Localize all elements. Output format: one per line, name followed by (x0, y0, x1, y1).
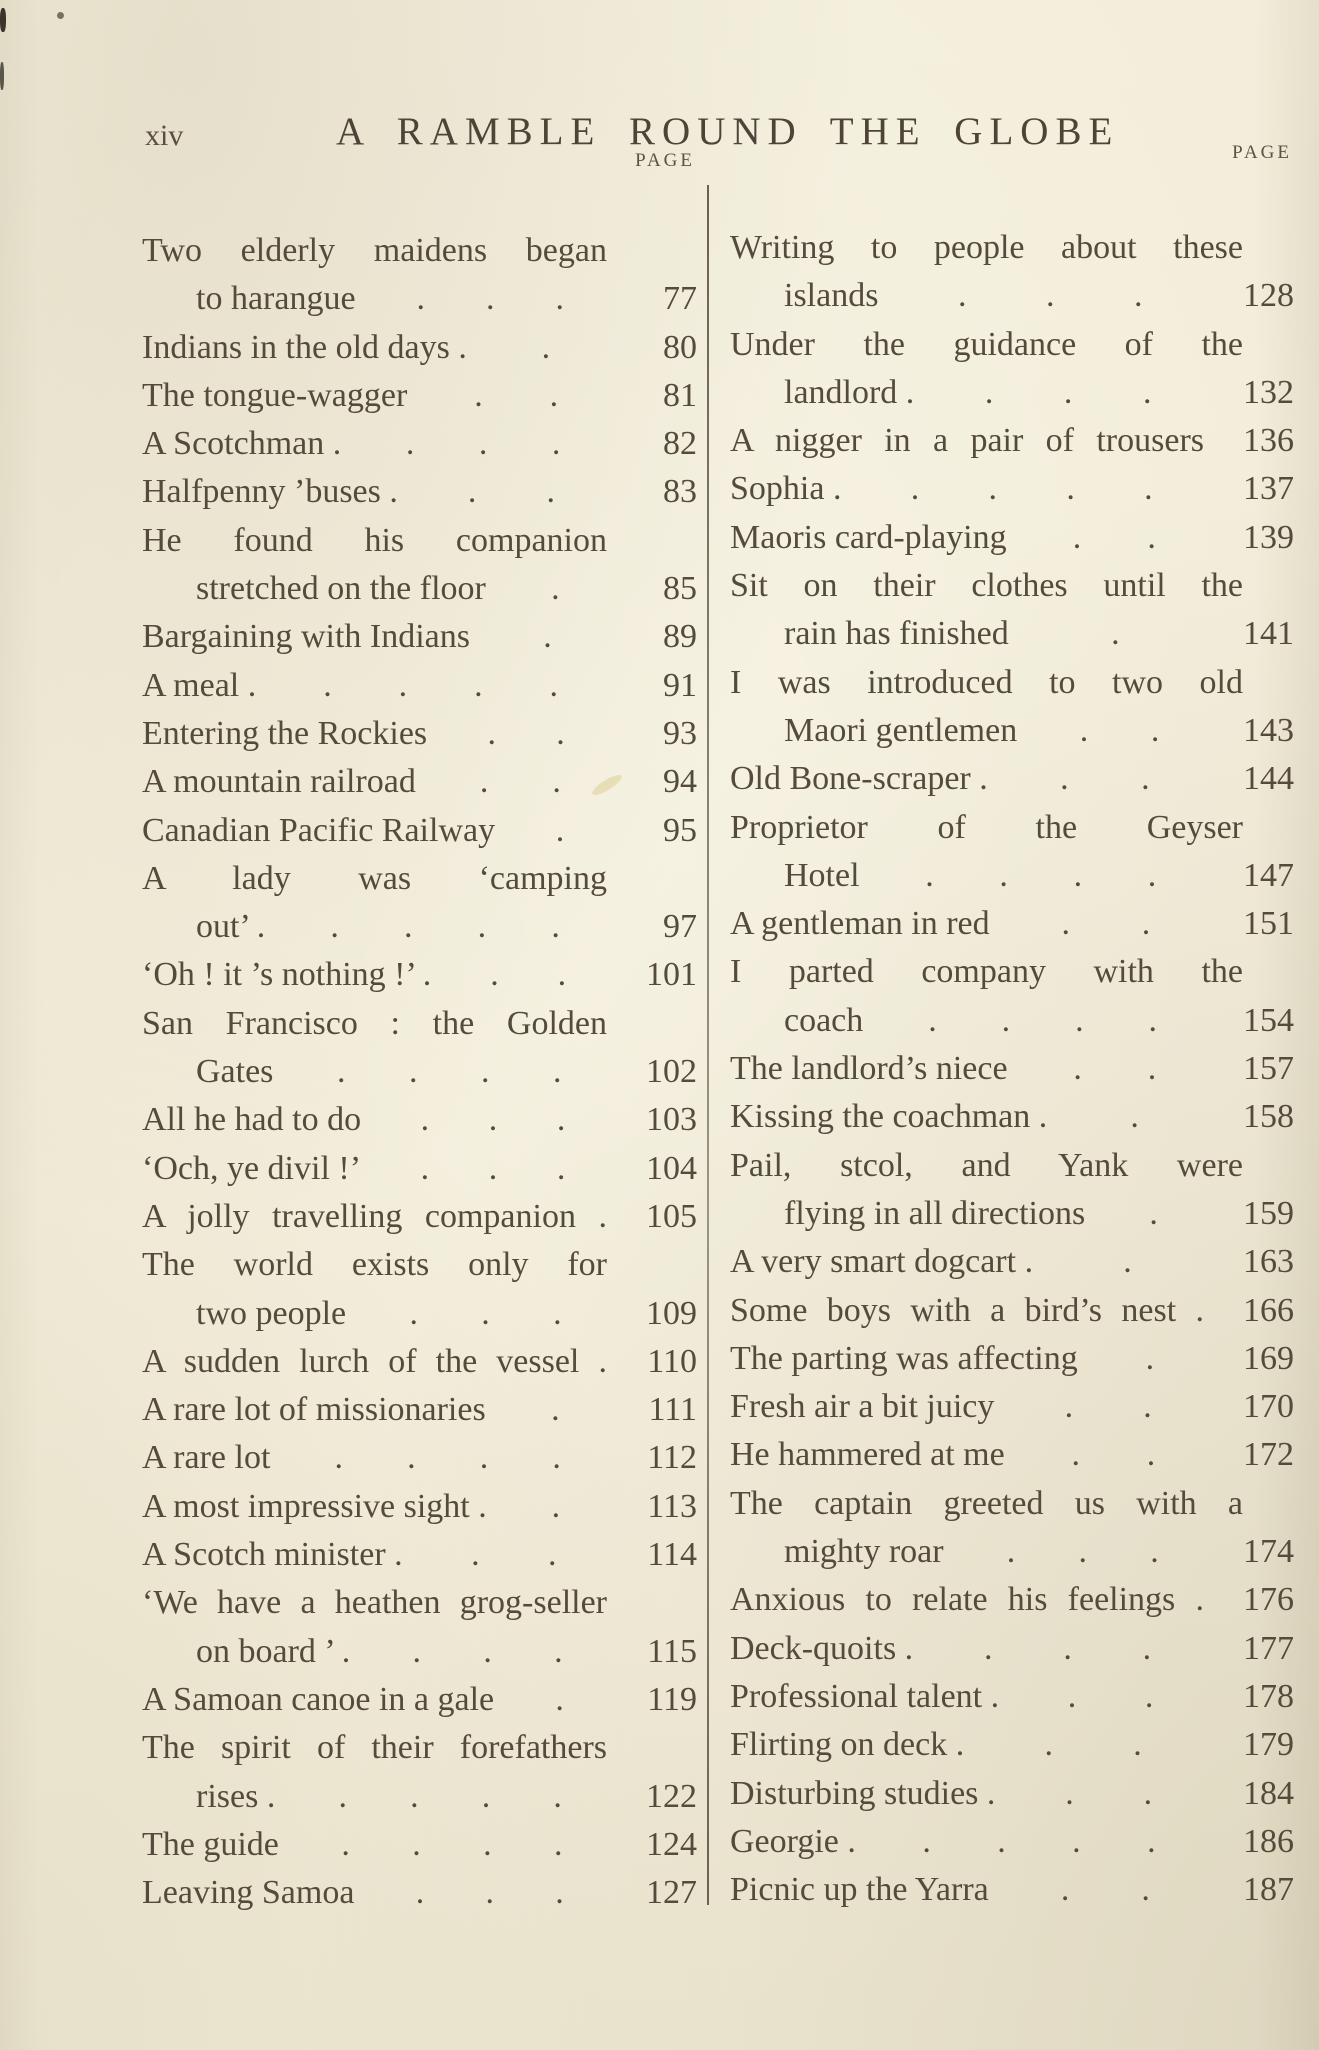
dot-leader: . . . (1006, 1533, 1159, 1571)
entry-title: I parted company with the (730, 953, 1243, 991)
page-title: A RAMBLE ROUND THE GLOBE (336, 110, 1120, 153)
entry-page-number: 119 (647, 1680, 697, 1718)
entry-page-number: 174 (1243, 1533, 1294, 1571)
entry-page-number: 105 (646, 1197, 697, 1235)
entry-title: A jolly travelling companion . (142, 1197, 607, 1235)
entry-title: Old Bone-scraper . (730, 760, 988, 798)
entry-page-number: 102 (646, 1053, 697, 1091)
dot-leader: . (1111, 615, 1120, 653)
entry-title: Pail, stcol, and Yank were (730, 1146, 1243, 1184)
toc-entry (142, 855, 697, 903)
toc-entry (142, 1821, 697, 1869)
entry-title: Disturbing studies . (730, 1774, 996, 1812)
toc-entry (730, 1818, 1294, 1866)
entry-page-number: 166 (1243, 1291, 1294, 1329)
entry-title: ‘Och, ye divil !’ (142, 1149, 362, 1187)
entry-title: A Scotchman . (142, 425, 342, 463)
toc-entry (142, 1628, 697, 1676)
dot-leader: . . . . (338, 1777, 562, 1815)
entry-page-number: 158 (1243, 1098, 1294, 1136)
toc-entry (142, 1869, 697, 1917)
entry-title: stretched on the floor (196, 570, 486, 608)
entry-page-number: 101 (646, 956, 697, 994)
entry-title: A mountain railroad (142, 763, 416, 801)
toc-entry (730, 224, 1294, 272)
dot-leader: . . . (416, 280, 564, 318)
dot-leader: . . . . (925, 856, 1157, 894)
dot-leader: . (1149, 1194, 1158, 1232)
dot-leader: . (555, 811, 565, 849)
entry-title: A nigger in a pair of trousers (730, 422, 1204, 460)
dot-leader: . . . (984, 1629, 1152, 1667)
toc-entry (142, 1193, 697, 1241)
entry-page-number: 122 (646, 1777, 697, 1815)
dot-leader: . . . (984, 373, 1152, 411)
entry-page-number: 128 (1243, 277, 1294, 315)
entry-title: Sophia . (730, 470, 842, 508)
toc-column-left (142, 0, 697, 2050)
entry-page-number: 143 (1243, 711, 1294, 749)
dot-leader: . . . (412, 1632, 563, 1670)
entry-page-number: 82 (663, 425, 697, 463)
column-header-page-left: PAGE (635, 150, 695, 171)
entry-title: He found his companion (142, 521, 607, 559)
dot-leader: . (1130, 1098, 1139, 1136)
dot-leader: . . (1065, 1774, 1153, 1812)
entry-title: The guide (142, 1825, 279, 1863)
entry-title: A meal . (142, 666, 257, 704)
toc-entry (142, 1724, 697, 1772)
entry-page-number: 132 (1243, 373, 1294, 411)
entry-title: A rare lot of missionaries (142, 1391, 486, 1429)
toc-entry (730, 1383, 1294, 1431)
entry-title: Canadian Pacific Railway (142, 811, 496, 849)
toc-entry (730, 1045, 1294, 1093)
toc-entry (730, 1335, 1294, 1383)
toc-entry (142, 1483, 697, 1531)
entry-title: Proprietor of the Geyser (730, 808, 1243, 846)
entry-page-number: 95 (663, 811, 697, 849)
dot-leader: . . (1044, 1726, 1142, 1764)
dot-leader: . . (1072, 518, 1156, 556)
toc-entry (730, 562, 1294, 610)
toc-entry (730, 900, 1294, 948)
entry-page-number: 81 (663, 376, 697, 414)
dot-leader: . . . (420, 1101, 566, 1139)
column-divider-rule (707, 185, 709, 1905)
toc-entry (730, 1721, 1294, 1769)
toc-entry (730, 1190, 1294, 1238)
entry-title: I was introduced to two old (730, 663, 1243, 701)
entry-page-number: 112 (647, 1439, 697, 1477)
toc-entry (142, 1386, 697, 1434)
dot-leader: . . . . (928, 1001, 1158, 1039)
entry-title: The tongue-wagger (142, 376, 408, 414)
entry-page-number: 77 (663, 280, 697, 318)
entry-page-number: 111 (648, 1391, 697, 1429)
entry-title: A Samoan canoe in a gale (142, 1680, 495, 1718)
dot-leader: . . (1067, 1677, 1154, 1715)
toc-entry (730, 272, 1294, 320)
entry-title: Flirting on deck . (730, 1726, 965, 1764)
dot-leader: . . (1060, 1871, 1150, 1909)
toc-entry (142, 420, 697, 468)
entry-page-number: 144 (1243, 760, 1294, 798)
entry-title: flying in all directions (784, 1194, 1086, 1232)
entry-title: Kissing the coachman . (730, 1098, 1048, 1136)
entry-title: Professional talent . (730, 1677, 1000, 1715)
dot-leader: . . . (409, 1294, 562, 1332)
dot-leader: . . . (405, 425, 561, 463)
entry-page-number: 141 (1243, 615, 1294, 653)
dot-leader: . . (1079, 711, 1160, 749)
dot-leader: . . . (420, 1149, 566, 1187)
toc-entry (730, 659, 1294, 707)
entry-title: San Francisco : the Golden (142, 1004, 607, 1042)
toc-entry (142, 324, 697, 372)
entry-page-number: 110 (647, 1342, 697, 1380)
toc-entry (730, 1431, 1294, 1479)
toc-entry (142, 1579, 697, 1627)
entry-page-number: 184 (1243, 1774, 1294, 1812)
entry-title: Under the guidance of the (730, 325, 1243, 363)
entry-title: Picnic up the Yarra (730, 1871, 989, 1909)
entry-title: The parting was affecting (730, 1339, 1078, 1377)
entry-title: Deck-quoits . (730, 1629, 914, 1667)
entry-title: A gentleman in red (730, 905, 990, 943)
toc-entry (730, 514, 1294, 562)
toc-entry (142, 1773, 697, 1821)
entry-title: The captain greeted us with a (730, 1484, 1243, 1522)
toc-entries-left (142, 227, 697, 1917)
entry-page-number: 159 (1243, 1194, 1294, 1232)
dot-leader: . (555, 1680, 564, 1718)
toc-entry (142, 1434, 697, 1482)
toc-entry (142, 1290, 697, 1338)
scan-speck (0, 62, 4, 90)
toc-entry (142, 1096, 697, 1144)
entry-page-number: 103 (646, 1101, 697, 1139)
toc-entry (730, 1093, 1294, 1141)
entry-title: A most impressive sight . (142, 1487, 487, 1525)
dot-leader: . . . . (330, 908, 560, 946)
dot-leader: . . . . (341, 1825, 563, 1863)
dot-leader: . (551, 1487, 561, 1525)
entry-title: Fresh air a bit juicy (730, 1388, 995, 1426)
entry-title: Some boys with a bird’s nest . (730, 1291, 1204, 1329)
toc-entry (730, 948, 1294, 996)
toc-entry (730, 465, 1294, 513)
entry-page-number: 97 (663, 908, 697, 946)
dot-leader: . . . . (910, 470, 1153, 508)
toc-entry (730, 1480, 1294, 1528)
toc-entry (142, 613, 697, 661)
entry-page-number: 80 (663, 328, 697, 366)
toc-entry (730, 707, 1294, 755)
toc-entry (142, 1048, 697, 1096)
entry-page-number: 85 (663, 570, 697, 608)
entry-page-number: 187 (1243, 1871, 1294, 1909)
entry-page-number: 172 (1243, 1436, 1294, 1474)
entry-page-number: 91 (663, 666, 697, 704)
entry-title: Maori gentlemen (784, 711, 1018, 749)
toc-entry (730, 1770, 1294, 1818)
toc-entry (142, 372, 697, 420)
column-header-page-right: PAGE (1232, 142, 1292, 163)
toc-entry (142, 1676, 697, 1724)
entry-title: Leaving Samoa (142, 1874, 355, 1912)
entry-title: A rare lot (142, 1439, 271, 1477)
dot-leader: . (543, 618, 552, 656)
entry-page-number: 176 (1243, 1581, 1294, 1619)
dot-leader: . . (1073, 1050, 1157, 1088)
entry-page-number: 89 (663, 618, 697, 656)
toc-entry (142, 1338, 697, 1386)
entry-page-number: 179 (1243, 1726, 1294, 1764)
dot-leader: . . . . (922, 1822, 1156, 1860)
dot-leader: . . . (415, 1874, 564, 1912)
entry-title: Gates (196, 1053, 274, 1091)
dot-leader: . . (1060, 760, 1150, 798)
entry-title: Maoris card-playing (730, 518, 1007, 556)
entry-title: two people (196, 1294, 347, 1332)
entry-title: mighty roar (784, 1533, 944, 1571)
entry-title: All he had to do (142, 1101, 362, 1139)
dot-leader: . (551, 570, 560, 608)
toc-entry (142, 1000, 697, 1048)
dot-leader: . (1123, 1243, 1132, 1281)
dot-leader: . . (1064, 1388, 1152, 1426)
folio-page-number: xiv (145, 119, 184, 152)
toc-entry (142, 951, 697, 999)
toc-entry (730, 1238, 1294, 1286)
toc-entry (142, 1145, 697, 1193)
toc-entry (730, 1625, 1294, 1673)
toc-entry (730, 1528, 1294, 1576)
dot-leader: . . . . (334, 1439, 561, 1477)
toc-entry (142, 468, 697, 516)
toc-entry (142, 275, 697, 323)
entry-title: Hotel (784, 856, 860, 894)
entry-title: Two elderly maidens began (142, 232, 607, 269)
entry-page-number: 83 (663, 473, 697, 511)
entry-page-number: 157 (1243, 1050, 1294, 1088)
dot-leader: . . (1071, 1436, 1156, 1474)
toc-entry (730, 804, 1294, 852)
entry-title: Sit on their clothes until the (730, 567, 1243, 605)
entry-page-number: 178 (1243, 1677, 1294, 1715)
toc-entry (730, 852, 1294, 900)
entry-page-number: 151 (1243, 905, 1294, 943)
entry-page-number: 170 (1243, 1388, 1294, 1426)
toc-entry (730, 997, 1294, 1045)
entry-title: Georgie . (730, 1822, 856, 1860)
toc-entry (730, 755, 1294, 803)
entry-title: islands (784, 277, 879, 315)
entry-title: to harangue (196, 280, 356, 318)
entry-title: A sudden lurch of the vessel . (142, 1342, 607, 1380)
toc-entry (142, 710, 697, 758)
entry-page-number: 136 (1243, 422, 1294, 460)
scan-speck (57, 12, 64, 19)
toc-entry (142, 662, 697, 710)
entry-title: The world exists only for (142, 1246, 607, 1284)
toc-entry (142, 903, 697, 951)
toc-entry (730, 1673, 1294, 1721)
toc-entry (730, 1142, 1294, 1190)
entry-page-number: 109 (646, 1294, 697, 1332)
entry-title: rises . (196, 1777, 276, 1815)
toc-entry (142, 1241, 697, 1289)
toc-entry (142, 1531, 697, 1579)
entry-title: Indians in the old days . (142, 328, 467, 366)
toc-entry (142, 807, 697, 855)
entry-page-number: 94 (663, 763, 697, 801)
entry-page-number: 154 (1243, 1001, 1294, 1039)
toc-entry (730, 1287, 1294, 1335)
entry-page-number: 93 (663, 714, 697, 752)
dot-leader: . . . . (336, 1053, 562, 1091)
entry-title: The landlord’s niece (730, 1050, 1008, 1088)
entry-title: A Scotch minister . (142, 1536, 403, 1574)
entry-page-number: 124 (646, 1825, 697, 1863)
dot-leader: . . (474, 376, 559, 414)
dot-leader: . (541, 328, 551, 366)
toc-entries-right (730, 224, 1294, 1914)
toc-entry (730, 1576, 1294, 1624)
toc-column-right (730, 0, 1294, 2050)
entry-page-number: 169 (1243, 1339, 1294, 1377)
entry-title: A lady was ‘camping (142, 859, 607, 897)
dot-leader: . . (467, 473, 555, 511)
entry-page-number: 147 (1243, 856, 1294, 894)
entry-title: landlord . (784, 373, 915, 411)
scan-speck (0, 8, 6, 32)
entry-page-number: 177 (1243, 1629, 1294, 1667)
entry-title: ‘We have a heathen grog-seller (142, 1584, 607, 1622)
toc-entry (142, 227, 697, 275)
entry-title: Entering the Rockies (142, 714, 428, 752)
entry-title: rain has finished (784, 615, 1009, 653)
entry-title: He hammered at me (730, 1436, 1005, 1474)
entry-title: out’ . (196, 908, 266, 946)
entry-page-number: 163 (1243, 1243, 1294, 1281)
entry-title: on board ’ . (196, 1632, 351, 1670)
dot-leader: . . (487, 714, 565, 752)
entry-title: ‘Oh ! it ’s nothing !’ . (142, 956, 432, 994)
toc-entry (730, 1866, 1294, 1914)
dot-leader: . . (1061, 905, 1151, 943)
entry-title: Bargaining with Indians (142, 618, 470, 656)
entry-title: A very smart dogcart . (730, 1243, 1034, 1281)
toc-entry (142, 517, 697, 565)
dot-leader: . (551, 1391, 560, 1429)
entry-title: The spirit of their forefathers (142, 1729, 607, 1767)
entry-page-number: 104 (646, 1149, 697, 1187)
toc-entry (730, 610, 1294, 658)
entry-title: coach (784, 1001, 864, 1039)
entry-page-number: 115 (647, 1632, 697, 1670)
dot-leader: . . (479, 763, 561, 801)
entry-page-number: 114 (647, 1536, 697, 1574)
entry-page-number: 127 (646, 1874, 697, 1912)
entry-page-number: 113 (647, 1487, 697, 1525)
entry-title: Writing to people about these (730, 229, 1243, 266)
dot-leader: . . . . (323, 666, 559, 704)
entry-title: Halfpenny ’buses . (142, 473, 398, 511)
entry-page-number: 186 (1243, 1822, 1294, 1860)
toc-entry (730, 321, 1294, 369)
entry-title: Anxious to relate his feelings . (730, 1581, 1204, 1619)
toc-entry (730, 369, 1294, 417)
dot-leader: . . (471, 1536, 557, 1574)
dot-leader: . . (490, 956, 567, 994)
dot-leader: . (1145, 1339, 1155, 1377)
toc-entry (142, 565, 697, 613)
entry-page-number: 139 (1243, 518, 1294, 556)
dot-leader: . . . (957, 277, 1143, 315)
entry-page-number: 137 (1243, 470, 1294, 508)
toc-entry (730, 417, 1294, 465)
